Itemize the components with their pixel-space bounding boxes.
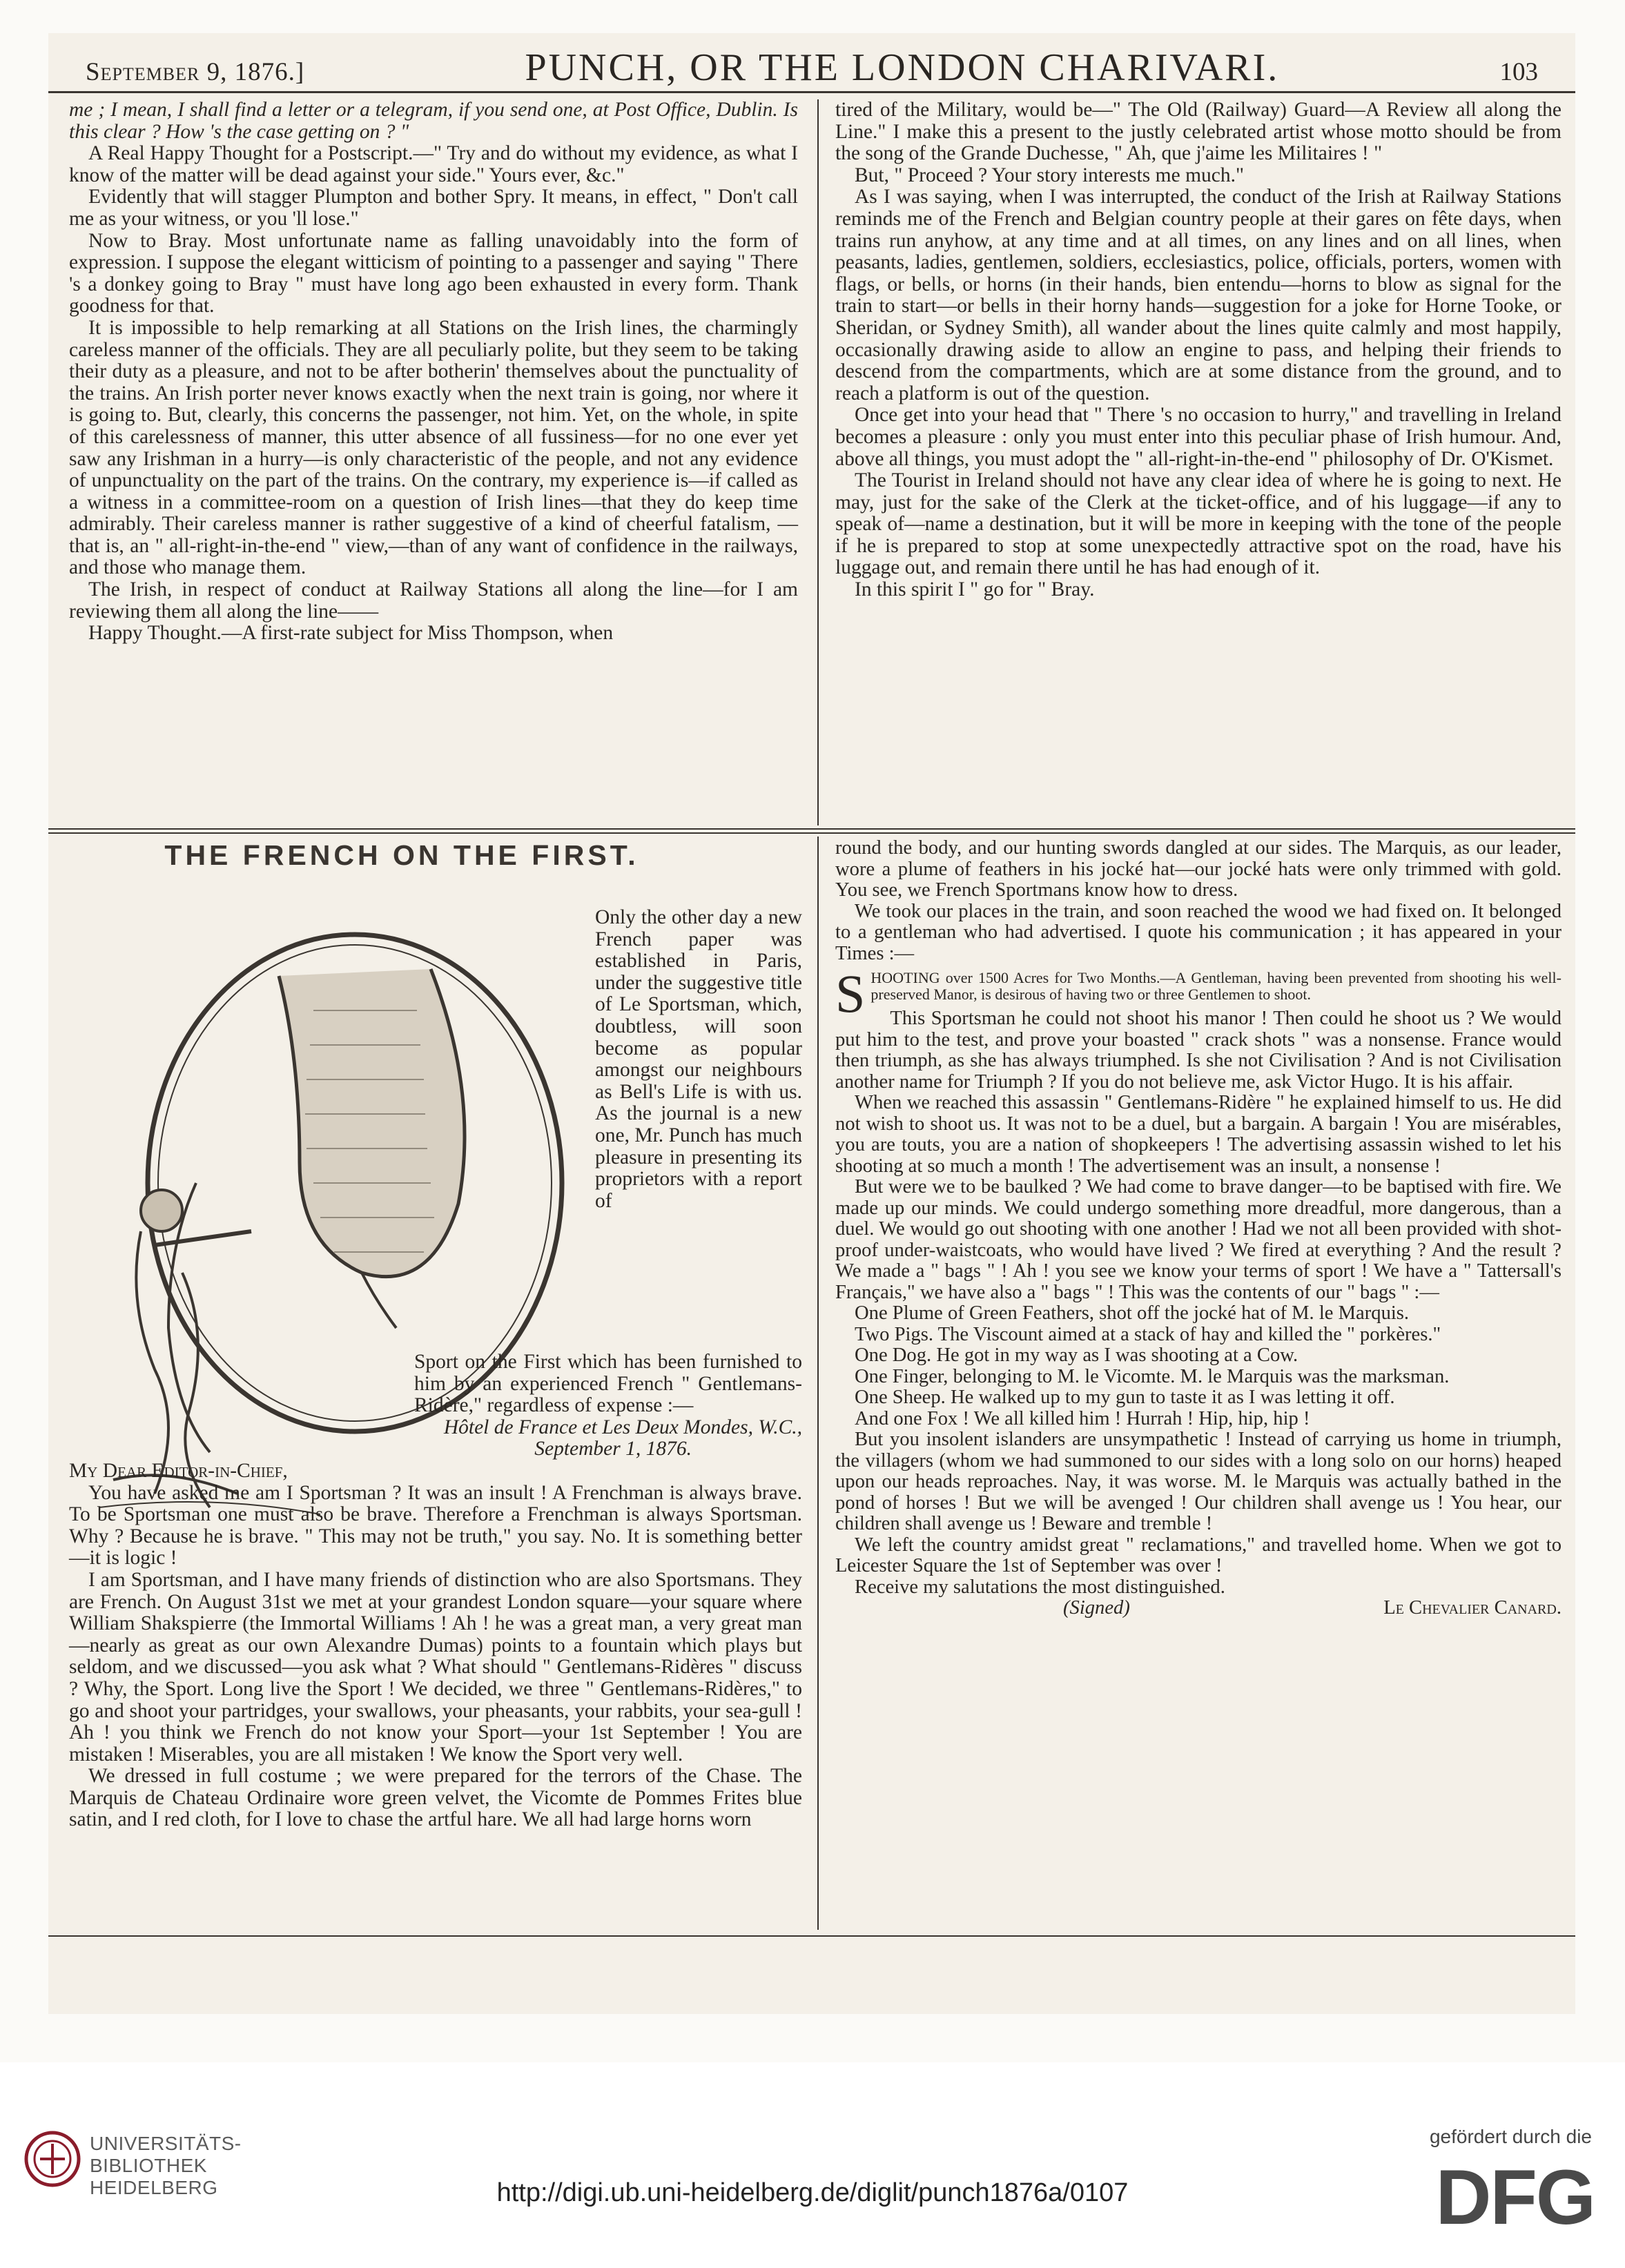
article-title: THE FRENCH ON THE FIRST. — [164, 839, 639, 871]
paragraph: Now to Bray. Most unfortunate name as falling unavoidably into the form of expression. I suppose the elegant witticism of pointing to a passenger and saying " There 's a donkey going to Bray " must have long ago been exhausted in every form. Thank goodness for that. — [69, 229, 798, 317]
dfg-logo-text: DFG — [1435, 2154, 1595, 2240]
running-head — [48, 46, 1575, 94]
paragraph: In this spirit I " go for " Bray. — [855, 578, 1095, 601]
signed-label: (Signed) — [1063, 1597, 1130, 1619]
paragraph: round the body, and our hunting swords dangled at our sides. The Marquis, as our leader, wore a plume of feathers in his jocké hat—our jocké hats were only trimmed with gold. You see, we French Sportmans know how to dress. — [835, 837, 1561, 901]
paragraph: This Sportsman he could not shoot his manor ! Then could he shoot us ? We would put him to the test, and prove your boasted " crack shots " was a nonsense. France would then triumph, as she has always triumphed. Is she not Civilisation ? And is not Civilisation another name for Triumph ? If you do not believe me, ask Victor Hugo. It is his affair. — [835, 1008, 1561, 1093]
paragraph: The Irish, in respect of conduct at Railway Stations all along the line—for I am reviewing them all along the line—— — [69, 578, 798, 623]
library-line-1: UNIVERSITÄTS- — [90, 2133, 242, 2154]
paragraph: The Tourist in Ireland should not have any clear idea of where he is going to next. He may, just for the sake of the Clerk at the ticket-office, and of his luggage—if any to speak of—name a destination, but it will be more in keeping with the tone of the people if he is prepared to stop at some unexpectedly attractive spot on the road, have his luggage out, and remain there until he has had enough of it. — [835, 469, 1561, 579]
paragraph: And one Fox ! We all killed him ! Hurrah ! Hip, hip, hip ! — [855, 1407, 1310, 1429]
paragraph: tired of the Military, would be—" The Old (Railway) Guard—A Review all along the Line." I make this a present to the justly celebrated artist whose motto should be from the song of the Grande Duchesse, " Ah, que j'aime les Militaires ! " — [835, 99, 1561, 165]
page-number: 103 — [1499, 58, 1538, 86]
top-right-column — [835, 99, 1561, 601]
top-left-column — [69, 99, 798, 645]
library-line-2: BIBLIOTHEK — [90, 2155, 207, 2176]
signature-line — [835, 1598, 1561, 1619]
dateline: Hôtel de France et Les Deux Mondes, W.C., — [443, 1416, 802, 1438]
article-intro-wrap — [595, 907, 802, 1212]
paragraph: Happy Thought.—A first-rate subject for Miss Thompson, when — [88, 622, 614, 645]
sponsor-label: gefördert durch die — [1429, 2126, 1592, 2147]
paragraph: But were we to be baulked ? We had come to brave danger—to be baptised with fire. We made up our minds. We could undergo something more dreadful, more dangerous, than a duel. We would go out shooting with one another ! Had we not all been provided with shot-proof under-waistcoats, who would have lived ? We fired at everything ? And the result ? We made a " bags " ! Ah ! you see we know your terms of sport ! We have a " Tattersall's Français," we have also a " bags " ! This was the contents of our " bags " :— — [835, 1176, 1561, 1303]
paragraph: Two Pigs. The Viscount aimed at a stack of hay and killed the " porkères." — [855, 1323, 1441, 1345]
signature: Le Chevalier Canard. — [1383, 1597, 1561, 1619]
digitization-footer — [0, 2062, 1625, 2268]
salutation: My Dear Editor-in-Chief, — [69, 1459, 288, 1482]
article-left-column — [69, 1351, 802, 1831]
intro-continued: Sport on the First which has been furnished to him by an experienced French " Gentlemans-Ridère," regardless of expense :— — [414, 1351, 802, 1417]
column-divider — [817, 99, 819, 825]
masthead-title: PUNCH, OR THE LONDON CHARIVARI. — [525, 46, 1280, 89]
section-rule — [48, 828, 1575, 830]
paragraph: I am Sportsman, and I have many friends of distinction who are also Sportsmans. They are French. On August 31st we met at your grandest London square—your square where William Shakspierre (the Immortal Williams ! Ah ! he was a great man, a very great man—nearly as great as our own Alexandre Dumas) points to a fountain which plays but seldom, and we discussed—you ask what ? What should " Gentlemans-Ridères " discuss ? Why, the Sport. Long live the Sport ! We decided, we three " Gentlemans-Ridères," to go and shoot your partridges, your swallows, your pheasants, your rabbits, your sea-gull ! Ah ! you think we French do not know your Sport—your 1st September ! You are mistaken ! Miserables, you are all mistaken ! We know the Sport very well. — [69, 1568, 802, 1766]
paragraph: But you insolent islanders are unsympathetic ! Instead of carrying us home in triumph, the villagers (whom we had summoned to our sides with a long solo on our horns) heaped upon our heads reproaches. Nay, it was worse. M. le Marquis was actually bathed in the pond of horses ! But we will be avenged ! Our children shall avenge us ! You hear, our children shall avenge us ! Beware and tremble ! — [835, 1429, 1561, 1534]
bottom-rule — [48, 1935, 1575, 1937]
advert-text: HOOTING over 1500 Acres for Two Months.—A Gentleman, having been prevented from shooting his well-preserved Manor, is desirous of having two or three Gentlemen to shoot. — [870, 969, 1561, 1003]
header-rule — [48, 91, 1575, 93]
article-right-column — [835, 838, 1561, 1619]
paragraph: We dressed in full costume ; we were prepared for the terrors of the Chase. The Marquis de Chateau Ordinaire wore green velvet, the Vicomte de Pommes Frites blue satin, and I red cloth, for I love to chase the artful hare. We all had large horns worn — [69, 1765, 802, 1831]
times-advertisement — [835, 964, 1561, 1024]
issue-date: September 9, 1876.] — [86, 58, 305, 86]
paragraph: me ; I mean, I shall find a letter or a telegram, if you send one, at Post Office, Dublin. Is this clear ? How 's the case getting on ? " — [69, 99, 798, 143]
source-url[interactable]: http://digi.ub.uni-heidelberg.de/diglit/punch1876a/0107 — [496, 2178, 1129, 2207]
newspaper-page — [48, 33, 1575, 2014]
paragraph: As I was saying, when I was interrupted, the conduct of the Irish at Railway Stations reminds me of the French and Belgian country people at their gares on fête days, when trains run anyhow, at any time and at all times, on any lines and on all lines, when peasants, ladies, gentlemen, soldiers, ecclesiastics, police, officials, porters, women with flags, or bells, or horns (in their hands, bien entendu—horns to blow as signal for the train to start—or bells in their horny hands—suggestion for a joke for Horne Tooke, or Sheridan, or Sydney Smith), all wander about the lines quite calmly and most happily, occasionally drawing aside to allow an engine to pass, and helping their friends to descend from the compartments, which are at some distance from the ground, and to reach a platform is out of the question. — [835, 186, 1561, 404]
paragraph: One Plume of Green Feathers, shot off the jocké hat of M. le Marquis. — [855, 1302, 1410, 1324]
paragraph: When we reached this assassin " Gentlemans-Ridère " he explained himself to us. He did not wish to shoot us. It was not to be a duel, but a bargain. A bargain ! You are misérables, you are touts, you are a nation of shopkeepers ! The advertising assassin wished to let his shooting at so much a month ! The advertisement was an insult, a nonsense ! — [835, 1092, 1561, 1177]
column-divider-2 — [817, 837, 819, 1930]
paragraph: It is impossible to help remarking at all Stations on the Irish lines, the charmingly careless manner of the officials. They are all peculiarly polite, but they seem to be taking their duty as a pleasure, and not to be after botherin' themselves about the punctuality of the trains. An Irish porter never knows exactly when the next train is going, nor where it is going to. But, clearly, this concerns the passenger, not him. Yet, on the whole, in spite of this carelessness of manner, this utter absence of all fussiness—for no one ever yet saw any Irishman in a hurry—is only characteristic of the people, and not any evidence of unpunctuality on the part of the trains. On the contrary, my experience is—if called as a witness in a committee-room on a question of Irish lines—that they do keep time admirably. Their careless manner is rather suggestive of a kind of cheerful fatalism, —that is, an " all-right-in-the-end " view,—than of any want of confidence in the railways, and those who manage them. — [69, 316, 798, 579]
dateline-date: September 1, 1876. — [534, 1438, 692, 1460]
paragraph: One Finger, belonging to M. le Vicomte. M. le Marquis was the marksman. — [855, 1365, 1450, 1387]
paragraph: Receive my salutations the most distinguished. — [855, 1576, 1225, 1598]
paragraph: One Dog. He got in my way as I was shooting at a Cow. — [855, 1345, 1298, 1366]
library-line-3: HEIDELBERG — [90, 2177, 218, 2198]
section-rule-2 — [48, 832, 1575, 834]
paragraph: Once get into your head that " There 's no occasion to hurry," and travelling in Ireland becomes a pleasure : only you must enter into this peculiar phase of Irish humour. And, above all things, you must adopt the " all-right-in-the-end " philosophy of Dr. O'Kismet. — [835, 404, 1561, 470]
advert-initial: S — [835, 964, 866, 1024]
paragraph: One Sheep. He walked up to my gun to taste it as I was letting it off. — [855, 1387, 1395, 1408]
dfg-logo — [1435, 2154, 1595, 2240]
paragraph: We took our places in the train, and soon reached the wood we had fixed on. It belonged to a gentleman who had advertised. I quote his communication ; it has appeared in your Times :— — [835, 900, 1561, 964]
paragraph: Evidently that will stagger Plumpton and bother Spry. It means, in effect, " Don't call me as your witness, or you 'll lose." — [69, 186, 798, 230]
paragraph: But, " Proceed ? Your story interests me much." — [855, 164, 1245, 186]
intro-text: Only the other day a new French paper was established in Paris, under the suggestive title of Le Sportsman, which, doubtless, will soon become as popular amongst our neighbours as Bell's Life is with us. As the journal is a new one, Mr. Punch has much pleasure in presenting its proprietors with a report of — [595, 906, 802, 1212]
paragraph: You have asked me am I Sportsman ? It was an insult ! A Frenchman is always brave. To be Sportsman one must also be brave. Therefore a Frenchman is always Sportsman. Why ? Because he is brave. " This may not be truth," you say. No. It is something better—it is logic ! — [69, 1481, 802, 1570]
paragraph: We left the country amidst great " reclamations," and travelled home. When we got to Leicester Square the 1st of September was over ! — [835, 1534, 1561, 1576]
paragraph: A Real Happy Thought for a Postscript.—" Try and do without my evidence, as what I know of the matter will be dead against your side." Yours ever, &c." — [69, 142, 798, 186]
